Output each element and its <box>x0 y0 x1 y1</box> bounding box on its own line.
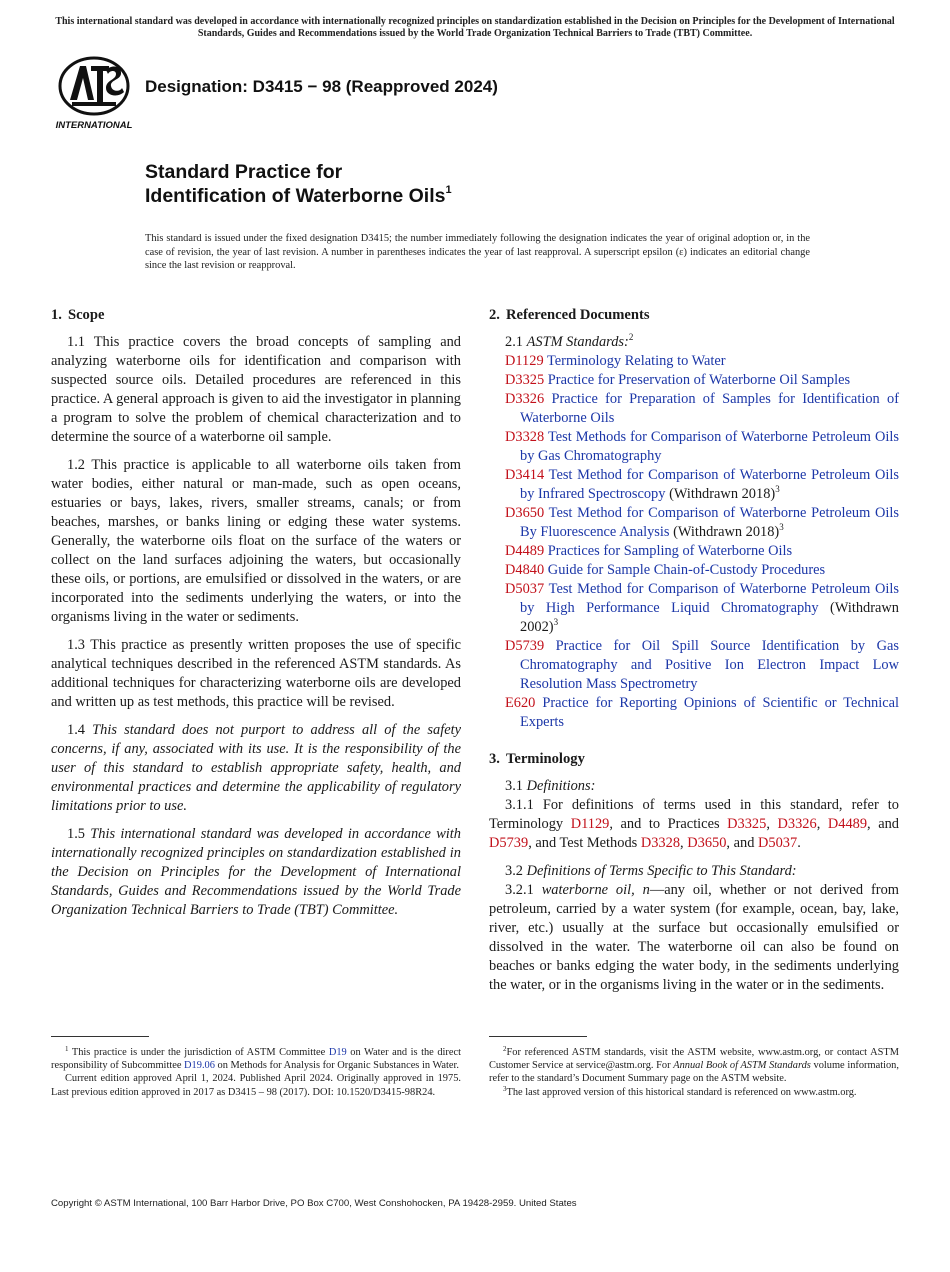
top-notice: This international standard was developed in accordance with internationally recognized principles on standardization established in the Decision on Principles for the Development of International Standards, Guides and Recommendations issued by the World Trade Organization Technical Barriers to Trade (TBT) Committee. <box>55 16 895 39</box>
ref-item[interactable] <box>489 637 899 694</box>
para-number: 1.4 <box>67 722 85 738</box>
text-run: , and <box>726 835 758 851</box>
referenced-documents-list <box>489 352 899 732</box>
defined-term: waterborne oil, n <box>541 882 650 898</box>
ref-link[interactable]: D3650 <box>687 835 727 851</box>
right-column <box>489 306 899 995</box>
footnotes-right <box>489 1046 899 1099</box>
ref-item[interactable] <box>489 504 899 542</box>
ref-code[interactable]: D3325 <box>505 372 545 388</box>
ref-title-link[interactable]: Practice for Preservation of Waterborne Oil Samples <box>547 372 851 388</box>
ref-title-link[interactable]: Terminology Relating to Water <box>546 353 726 369</box>
astm-standards-label: ASTM Standards: <box>526 334 629 350</box>
footnote-rule-right <box>489 1036 587 1037</box>
scope-1-5-text: This international standard was developed in accordance with internationally recognized principles on standardization established in the Decision on Principles for the Development of International Standards, Guides and Recommendations issued by the World Trade Organization Technical Barriers to Trade (TBT) Committee. <box>51 826 461 918</box>
ref-status: (Withdrawn 2018) <box>673 524 780 540</box>
para-number: 3.1 <box>505 778 523 794</box>
text-run: , <box>816 816 828 832</box>
terminology-3-1 <box>489 777 899 796</box>
ref-title-link[interactable]: Test Method for Comparison of Waterborne Petroleum Oils by Infrared Spectroscopy <box>520 467 899 502</box>
text-run: , and Test Methods <box>528 835 641 851</box>
scope-1-3: 1.3 This practice as presently written proposes the use of specific analytical techniques described in the referenced ASTM standards. As additional techniques for characterizing waterborne oils are developed and written up as test methods, this practice will be revised. <box>51 637 461 710</box>
footnote-marker: 3 <box>775 484 780 494</box>
footnote-marker: 2 <box>628 332 634 342</box>
ref-title-link[interactable]: Practice for Oil Spill Source Identification by Gas Chromatography and Positive Ion Electron Impact Low Resolution Mass Spectrometry <box>520 638 899 692</box>
ref-item[interactable] <box>489 561 899 580</box>
text-run: The last approved version of this historical standard is referenced on www.astm.org. <box>506 1086 857 1098</box>
title-line-2 <box>145 184 452 208</box>
section-title: Referenced Documents <box>505 307 650 323</box>
text-run: , and to Practices <box>609 816 728 832</box>
para-number: 3.2.1 <box>505 882 534 898</box>
scope-1-4-text: This standard does not purport to address all of the safety concerns, if any, associated with its use. It is the responsibility of the user of this standard to establish appropriate safety, health, and environmental practices and determine the applicability of regulatory limitations prior to use. <box>51 722 461 814</box>
ref-title-link[interactable]: Test Method for Comparison of Waterborne Petroleum Oils By Fluorescence Analysis <box>520 505 899 540</box>
ref-link[interactable]: D4489 <box>827 816 868 832</box>
ref-status: (Withdrawn 2002) <box>520 600 899 635</box>
ref-title-link[interactable]: Practices for Sampling of Waterborne Oils <box>547 543 793 559</box>
ref-status: (Withdrawn 2018) <box>669 486 776 502</box>
ref-title-link[interactable]: Test Methods for Comparison of Waterborne Petroleum Oils by Gas Chromatography <box>520 429 899 464</box>
section-title: Terminology <box>505 751 585 767</box>
document-title <box>145 160 452 208</box>
footnote-rule-left <box>51 1036 149 1037</box>
text-run: This practice is under the jurisdiction of ASTM Committee <box>71 1047 329 1058</box>
astm-logo <box>52 56 136 132</box>
section-number: 3. <box>489 751 500 767</box>
definitions-label: Definitions: <box>526 778 596 794</box>
ref-code[interactable]: D1129 <box>505 353 544 369</box>
scope-1-5 <box>51 825 461 920</box>
left-column <box>51 306 461 929</box>
text-run: volume information, refer to the standard’s Document Summary page on the ASTM website. <box>489 1060 899 1085</box>
para-number: 3.2 <box>505 863 523 879</box>
ref-item[interactable] <box>489 466 899 504</box>
ref-title-link[interactable]: Test Method for Comparison of Waterborne Petroleum Oils by High Performance Liquid Chromatography <box>520 581 899 616</box>
ref-item[interactable] <box>489 542 899 561</box>
scope-1-1: 1.1 This practice covers the broad concepts of sampling and analyzing waterborne oils for identification and comparison with suspected source oils. Detailed procedures are referenced in this practice. A general approach is given to aid the investigator in planning a program to solve the problem of chemical characterization and to determine the source of a waterborne oil sample. <box>51 334 462 445</box>
text-run: For referenced ASTM standards, visit the ASTM website, www.astm.org, or contact ASTM Customer Service at service@astm.org. For <box>489 1047 899 1072</box>
terminology-3-2 <box>489 862 899 881</box>
ref-code[interactable]: D3328 <box>505 429 545 445</box>
designation: Designation: D3415 − 98 (Reapproved 2024) <box>145 77 498 96</box>
issued-note: This standard is issued under the fixed designation D3415; the number immediately following the designation indicates the year of original adoption or, in the case of revision, the year of last revision. A number in parentheses indicates the year of last reapproval. A superscript epsilon (ε) indicates an editorial change since the last revision or reapproval. <box>145 233 810 271</box>
title-footnote-marker: 1 <box>445 184 452 196</box>
footnote-edition-info: Current edition approved April 1, 2024. Published April 2024. Originally approved in 1975. Last previous edition approved in 2017 as D3415 – 98 (2017). DOI: 10.1520/D3415-98R24. <box>51 1073 461 1098</box>
footnote-1 <box>51 1046 461 1072</box>
ref-link[interactable]: D5739 <box>489 835 529 851</box>
ref-item[interactable] <box>489 371 899 390</box>
section-number: 1. <box>51 307 62 323</box>
committee-link[interactable]: D19 <box>328 1047 347 1058</box>
footnote-marker: 2 <box>503 1045 507 1053</box>
footnote-2 <box>489 1046 899 1086</box>
ref-title-link[interactable]: Practice for Reporting Opinions of Scientific or Technical Experts <box>520 695 899 730</box>
definitions-specific-label: Definitions of Terms Specific to This Standard: <box>526 863 797 879</box>
title-line-1: Standard Practice for <box>145 161 343 183</box>
scope-1-4 <box>51 721 461 816</box>
footnote-marker: 3 <box>553 617 559 627</box>
ref-code[interactable]: D3650 <box>505 505 545 521</box>
text-run: on Water and is the direct responsibility of Subcommittee <box>51 1047 461 1072</box>
text-run: , and <box>867 816 899 832</box>
ref-title-link[interactable]: Guide for Sample Chain-of-Custody Procedures <box>547 562 826 578</box>
terminology-3-1-1 <box>489 796 899 853</box>
footnotes-left <box>51 1046 461 1099</box>
copyright: Copyright © ASTM International, 100 Barr Harbor Drive, PO Box C700, West Conshohocken, PA 19428-2959. United States <box>51 1198 577 1209</box>
section-number: 2. <box>489 307 500 323</box>
ref-code[interactable]: D4840 <box>505 562 545 578</box>
definition-text: —any oil, whether or not derived from petroleum, carried by a water system (for example, ocean, bay, lake, river, etc.) usually at the surface but occasionally emulsified or dissolved in the water. The waterborne oil can also be found on beaches or banks edging the water body, in the sediments underlying the water, or in the organisms living in the water or in the sediments. <box>489 882 899 993</box>
ref-title-link[interactable]: Practice for Preparation of Samples for Identification of Waterborne Oils <box>520 391 899 426</box>
ref-link[interactable]: D3325 <box>727 816 767 832</box>
footnote-3 <box>489 1086 899 1099</box>
ref-code[interactable]: D3326 <box>505 391 545 407</box>
footnote-marker: 3 <box>503 1084 507 1093</box>
astm-logo-mark <box>52 56 136 132</box>
ref-link[interactable]: D1129 <box>570 816 610 832</box>
footnote-marker: 1 <box>65 1045 69 1053</box>
subcommittee-link[interactable]: D19.06 <box>184 1060 215 1072</box>
section-referenced-documents-heading <box>489 306 899 325</box>
ref-link[interactable]: D3328 <box>640 835 681 851</box>
ref-item[interactable] <box>489 352 899 371</box>
ref-item[interactable] <box>489 428 899 466</box>
text-run: on Methods for Analysis for Organic Substances in Water. <box>214 1060 460 1072</box>
title-line-2-text: Identification of Waterborne Oils <box>145 185 446 207</box>
text-run: , <box>766 816 778 832</box>
ref-code[interactable]: D5037 <box>505 581 545 597</box>
ref-code[interactable]: D4489 <box>505 543 545 559</box>
terminology-3-2-1 <box>489 881 899 995</box>
logo-text: INTERNATIONAL <box>55 120 133 131</box>
ref-item[interactable] <box>489 694 899 732</box>
ref-link[interactable]: D5037 <box>758 835 798 851</box>
ref-item[interactable] <box>489 390 899 428</box>
text-run: . <box>797 835 801 851</box>
footnote-marker: 3 <box>779 522 784 532</box>
section-scope-heading <box>51 306 461 325</box>
text-run-italic: Annual Book of ASTM Standards <box>673 1060 811 1072</box>
ref-code[interactable]: E620 <box>505 695 536 711</box>
para-number: 1.5 <box>67 826 85 842</box>
ref-item[interactable] <box>489 580 899 637</box>
section-terminology-heading <box>489 750 899 769</box>
scope-1-2: 1.2 This practice is applicable to all waterborne oils taken from water bodies, either natural or man-made, such as open oceans, estuaries or bays, lakes, rivers, smaller streams, canals; or from beaches, marshes, or banks lining or edging these water systems. Generally, the waterborne oils float on the surface of the waters or collect on the land surfaces adjoining the waters, but occasionally these oils, or portions, are emulsified or dissolved in the waters, or are incorporated into the sediments underlying the waters, or into the organisms living in the water or sediments. <box>51 457 461 625</box>
ref-code[interactable]: D5739 <box>505 638 545 654</box>
text-run: , <box>680 835 688 851</box>
astm-standards-subheading <box>489 333 899 352</box>
text-run: 3.1.1 For definitions of terms used in this standard, refer to Terminology <box>489 797 899 832</box>
ref-link[interactable]: D3326 <box>777 816 817 832</box>
ref-code[interactable]: D3414 <box>505 467 545 483</box>
section-title: Scope <box>67 307 105 323</box>
para-number: 2.1 <box>505 334 523 350</box>
